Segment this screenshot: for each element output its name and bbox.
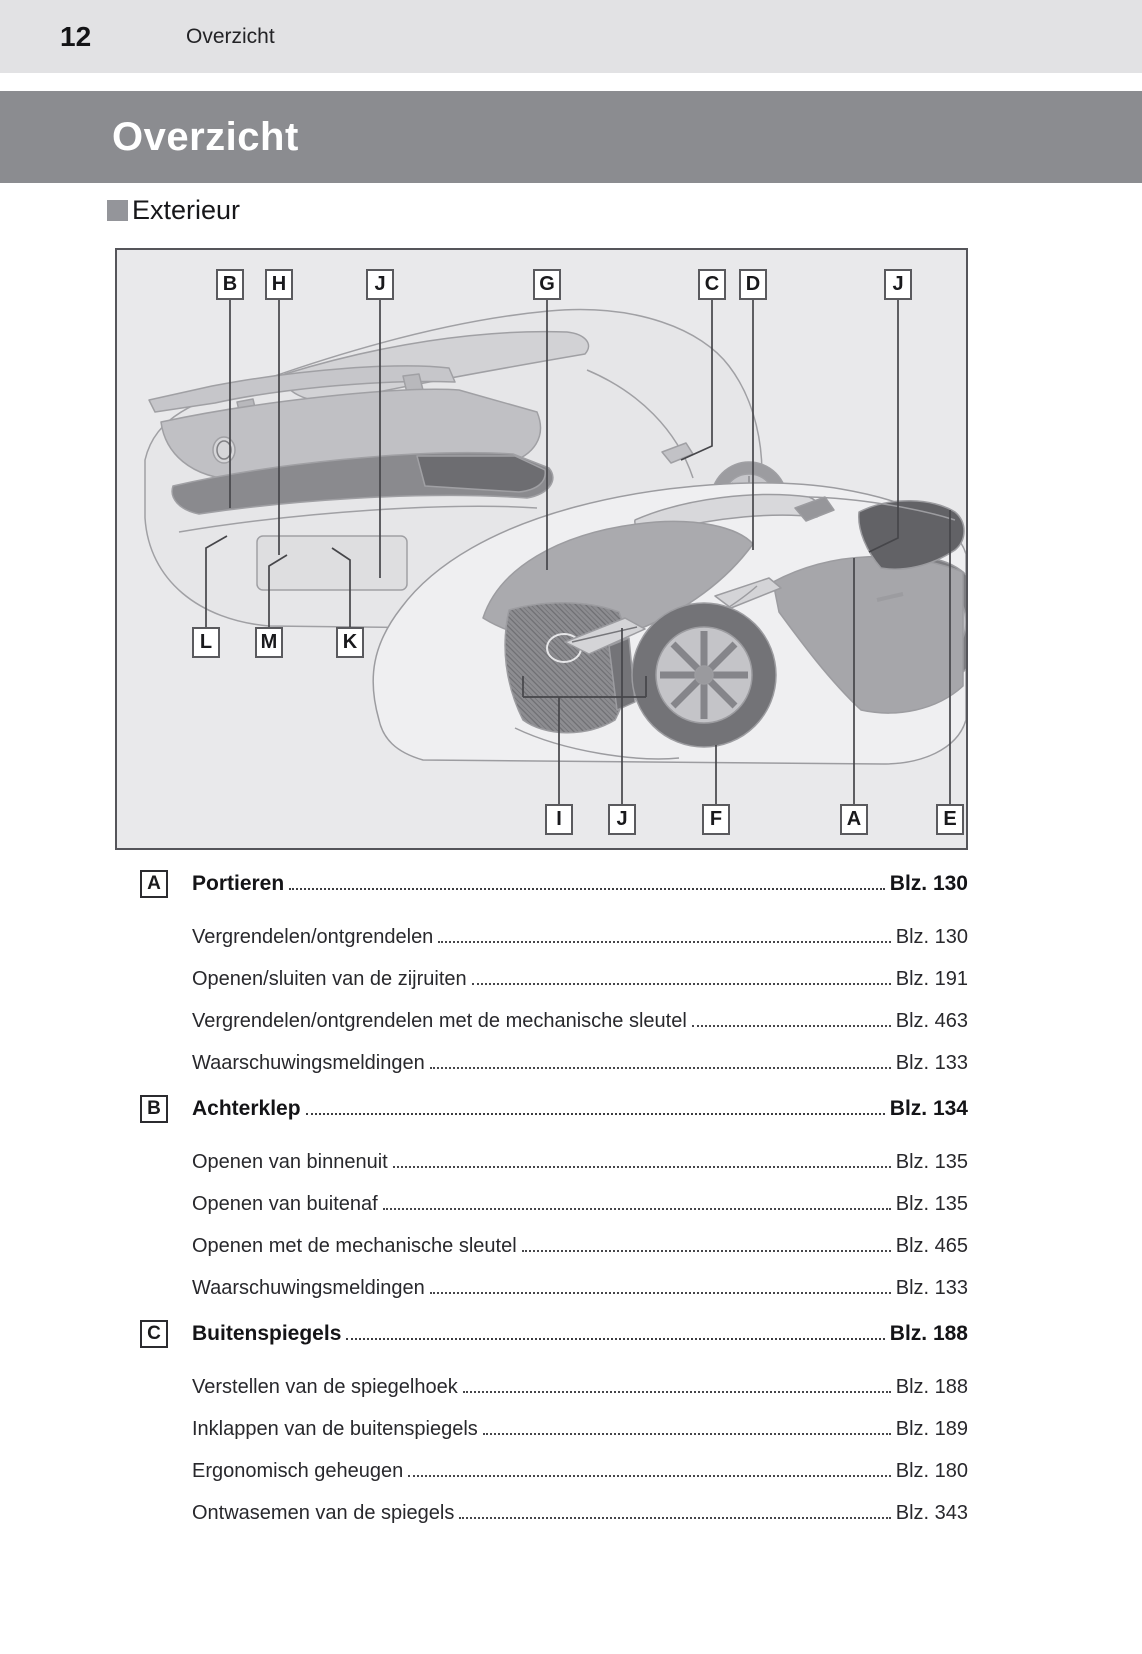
callout-label-J-side: J [884,269,912,300]
toc-item [140,1215,968,1257]
dot-leader [383,1208,891,1210]
toc-page-ref: Blz. 135 [895,1193,968,1215]
dot-leader [306,1113,885,1115]
callout-label-K: K [336,627,364,658]
square-bullet-icon [107,200,128,221]
toc-page-ref: Blz. 130 [889,871,968,895]
toc-item [140,1257,968,1299]
callout-label-E: E [936,804,964,835]
toc-page-ref: Blz. 134 [889,1096,968,1120]
toc-item [140,1482,968,1524]
toc-page-ref: Blz. 465 [895,1235,968,1257]
dot-leader [522,1250,891,1252]
toc-section-buitenspiegels [140,1312,968,1356]
dot-leader [483,1433,891,1435]
dot-leader [393,1166,891,1168]
toc-item-label: Vergrendelen/ontgrendelen met de mechanische sleutel [192,1010,687,1032]
callout-label-I: I [545,804,573,835]
toc-section-title: Portieren [192,871,285,895]
dot-leader [459,1517,890,1519]
toc-section-title: Achterklep [192,1096,301,1120]
dot-leader [692,1025,891,1027]
toc-item-label: Openen/sluiten van de zijruiten [192,968,467,990]
toc-item [140,990,968,1032]
toc-item-label: Waarschuwingsmeldingen [192,1277,425,1299]
exterior-diagram [115,248,968,850]
callout-label-J-front: J [608,804,636,835]
toc-item-label: Openen van buitenaf [192,1193,378,1215]
page-number: 12 [60,21,92,52]
callout-label-A: A [840,804,868,835]
toc-section-achterklep [140,1087,968,1131]
dot-leader [289,888,885,890]
toc-item-label: Openen van binnenuit [192,1151,388,1173]
dot-leader [430,1067,891,1069]
toc-letter-box-A: A [140,870,168,898]
toc-page-ref: Blz. 189 [895,1418,968,1440]
callout-label-G: G [533,269,561,300]
dot-leader [430,1292,891,1294]
toc-item-label: Ontwasemen van de spiegels [192,1502,455,1524]
toc-section-title: Buitenspiegels [192,1321,342,1345]
toc-page-ref: Blz. 188 [895,1376,968,1398]
toc-item-label: Vergrendelen/ontgrendelen [192,926,434,948]
dot-leader [463,1391,891,1393]
callout-label-L: L [192,627,220,658]
subsection-heading [107,195,240,225]
dot-leader [472,983,891,985]
toc-page-ref: Blz. 188 [889,1321,968,1345]
toc-letter-box-C: C [140,1320,168,1348]
running-header-title: Overzicht [186,25,275,48]
toc-item [140,1398,968,1440]
toc-letter-box-B: B [140,1095,168,1123]
dot-leader [346,1338,884,1340]
toc-item-label: Ergonomisch geheugen [192,1460,404,1482]
toc-item-label: Inklappen van de buitenspiegels [192,1418,478,1440]
toc-page-ref: Blz. 343 [895,1502,968,1524]
toc-item [140,1173,968,1215]
toc-item [140,1440,968,1482]
toc-item [140,1131,968,1173]
page-header-bar [0,0,1142,73]
toc-item-label: Openen met de mechanische sleutel [192,1235,517,1257]
callout-label-J-rear: J [366,269,394,300]
dot-leader [408,1475,890,1477]
toc-item-label: Waarschuwingsmeldingen [192,1052,425,1074]
callout-label-F: F [702,804,730,835]
toc-page-ref: Blz. 463 [895,1010,968,1032]
callout-label-C: C [698,269,726,300]
toc-item [140,948,968,990]
toc-section-portieren [140,862,968,906]
subsection-title: Exterieur [132,194,241,225]
toc-item [140,1032,968,1074]
exterior-toc [140,862,968,1524]
toc-page-ref: Blz. 130 [895,926,968,948]
callout-label-B: B [216,269,244,300]
toc-page-ref: Blz. 133 [895,1052,968,1074]
toc-item-label: Verstellen van de spiegelhoek [192,1376,458,1398]
dot-leader [438,941,890,943]
car-illustration [117,250,966,848]
toc-page-ref: Blz. 191 [895,968,968,990]
callout-label-H: H [265,269,293,300]
callout-label-D: D [739,269,767,300]
chapter-banner [0,91,1142,183]
toc-item [140,906,968,948]
toc-page-ref: Blz. 133 [895,1277,968,1299]
toc-item [140,1356,968,1398]
toc-page-ref: Blz. 135 [895,1151,968,1173]
toc-page-ref: Blz. 180 [895,1460,968,1482]
callout-label-M: M [255,627,283,658]
chapter-title: Overzicht [112,115,299,159]
